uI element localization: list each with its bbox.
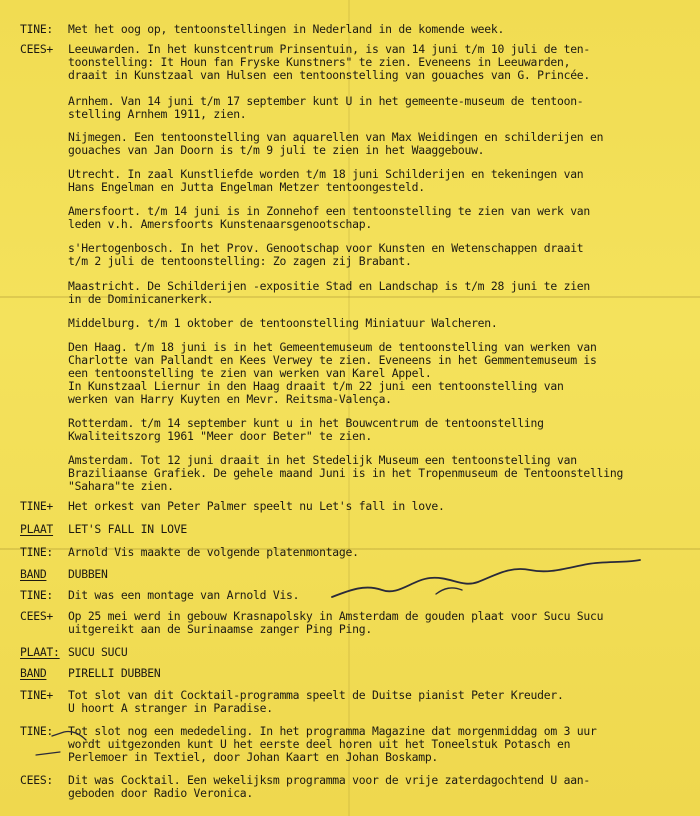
line-text: gouaches van Jan Doorn is t/m 9 juli te zien in het Waaggebouw. [68, 143, 485, 157]
speaker-label: PLAAT: [20, 645, 60, 659]
speaker-label: TINE: [20, 545, 54, 559]
line-text: Utrecht. In zaal Kunstliefde worden t/m 18 juni Schilderijen en tekeningen van [68, 167, 584, 181]
line-text: LET'S FALL IN LOVE [68, 522, 187, 536]
speaker-label: CEES: [20, 773, 54, 787]
line-text: SUCU SUCU [68, 645, 128, 659]
line-text: Maastricht. De Schilderijen -expositie Stad en Landschap is t/m 28 juni te zien [68, 279, 591, 293]
speaker-label: BAND [20, 567, 47, 581]
line-text: Dit was Cocktail. Een wekelijksm programma voor de vrije zaterdagochtend U aan- [68, 773, 591, 787]
line-text: Middelburg. t/m 1 oktober de tentoonstelling Miniatuur Walcheren. [68, 316, 498, 330]
line-text: PIRELLI DUBBEN [68, 666, 161, 680]
line-text: Hans Engelman en Jutta Engelman Metzer tentoongesteld. [68, 180, 425, 194]
line-text: Leeuwarden. In het kunstcentrum Prinsentuin, is van 14 juni t/m 10 juli de ten- [68, 42, 591, 56]
line-text: Amersfoort. t/m 14 juni is in Zonnehof een tentoonstelling te zien van werk van [68, 204, 591, 218]
line-text: t/m 2 juli de tentoonstelling: Zo zagen zij Brabant. [68, 254, 412, 268]
line-text: geboden door Radio Veronica. [68, 786, 254, 800]
line-text: DUBBEN [68, 567, 108, 581]
line-text: Het orkest van Peter Palmer speelt nu Let's fall in love. [68, 499, 445, 513]
speaker-label: TINE: [20, 588, 54, 602]
speaker-label: PLAAT [20, 522, 54, 536]
line-text: uitgereikt aan de Surinaamse zanger Ping Ping. [68, 622, 372, 636]
line-text: Op 25 mei werd in gebouw Krasnapolsky in Amsterdam de gouden plaat voor Sucu Sucu [68, 609, 604, 623]
line-text: Tot slot nog een mededeling. In het programma Magazine dat morgenmiddag om 3 uur [68, 724, 597, 738]
line-text: Rotterdam. t/m 14 september kunt u in het Bouwcentrum de tentoonstelling [68, 416, 544, 430]
line-text: Arnold Vis maakte de volgende platenmontage. [68, 545, 359, 559]
line-text: Dit was een montage van Arnold Vis. [68, 588, 300, 602]
line-text: draait in Kunstzaal van Hulsen een tentoonstelling van gouaches van G. Princée. [68, 68, 591, 82]
line-text: Met het oog op, tentoonstellingen in Nederland in de komende week. [68, 22, 505, 36]
line-text: In Kunstzaal Liernur in den Haag draait t/m 22 juni een tentoonstelling van [68, 379, 564, 393]
speaker-label: CEES+ [20, 42, 54, 56]
line-text: stelling Arnhem 1911, zien. [68, 107, 247, 121]
line-text: toonstelling: It Houn fan Fryske Kunstners" te zien. Eveneens in Leeuwarden, [68, 55, 571, 69]
speaker-label: TINE: [20, 724, 54, 738]
line-text: Nijmegen. Een tentoonstelling van aquarellen van Max Weidingen en schilderijen en [68, 130, 604, 144]
line-text: werken van Harry Kuyten en Mevr. Reitsma-Valença. [68, 392, 392, 406]
line-text: een tentoonstelling te zien van werken van Karel Appel. [68, 366, 432, 380]
line-text: Charlotte van Pallandt en Kees Verwey te zien. Eveneens in het Gemmentemuseum is [68, 353, 597, 367]
line-text: Kwaliteitszorg 1961 "Meer door Beter" te zien. [68, 429, 372, 443]
line-text: Den Haag. t/m 18 juni is in het Gemeentemuseum de tentoonstelling van werken van [68, 340, 597, 354]
line-text: "Sahara"te zien. [68, 479, 174, 493]
line-text: s'Hertogenbosch. In het Prov. Genootschap voor Kunsten en Wetenschappen draait [68, 241, 584, 255]
speaker-label: TINE+ [20, 499, 54, 513]
line-text: Arnhem. Van 14 juni t/m 17 september kunt U in het gemeente-museum de tentoon- [68, 94, 584, 108]
line-text: Perlemoer in Textiel, door Johan Kaart en Johan Boskamp. [68, 750, 439, 764]
line-text: Amsterdam. Tot 12 juni draait in het Stedelijk Museum een tentoonstelling van [68, 453, 577, 467]
speaker-label: TINE: [20, 22, 54, 36]
line-text: Braziliaanse Grafiek. De gehele maand Juni is in het Tropenmuseum de Tentoonstelling [68, 466, 624, 480]
line-text: Tot slot van dit Cocktail-programma speelt de Duitse pianist Peter Kreuder. [68, 688, 564, 702]
line-text: in de Dominicanerkerk. [68, 292, 214, 306]
speaker-label: BAND [20, 666, 47, 680]
speaker-label: TINE+ [20, 688, 54, 702]
line-text: wordt uitgezonden kunt U het eerste deel horen uit het Toneelstuk Potasch en [68, 737, 571, 751]
speaker-label: CEES+ [20, 609, 54, 623]
line-text: leden v.h. Amersfoorts Kunstenaarsgenootschap. [68, 217, 372, 231]
line-text: U hoort A stranger in Paradise. [68, 701, 273, 715]
